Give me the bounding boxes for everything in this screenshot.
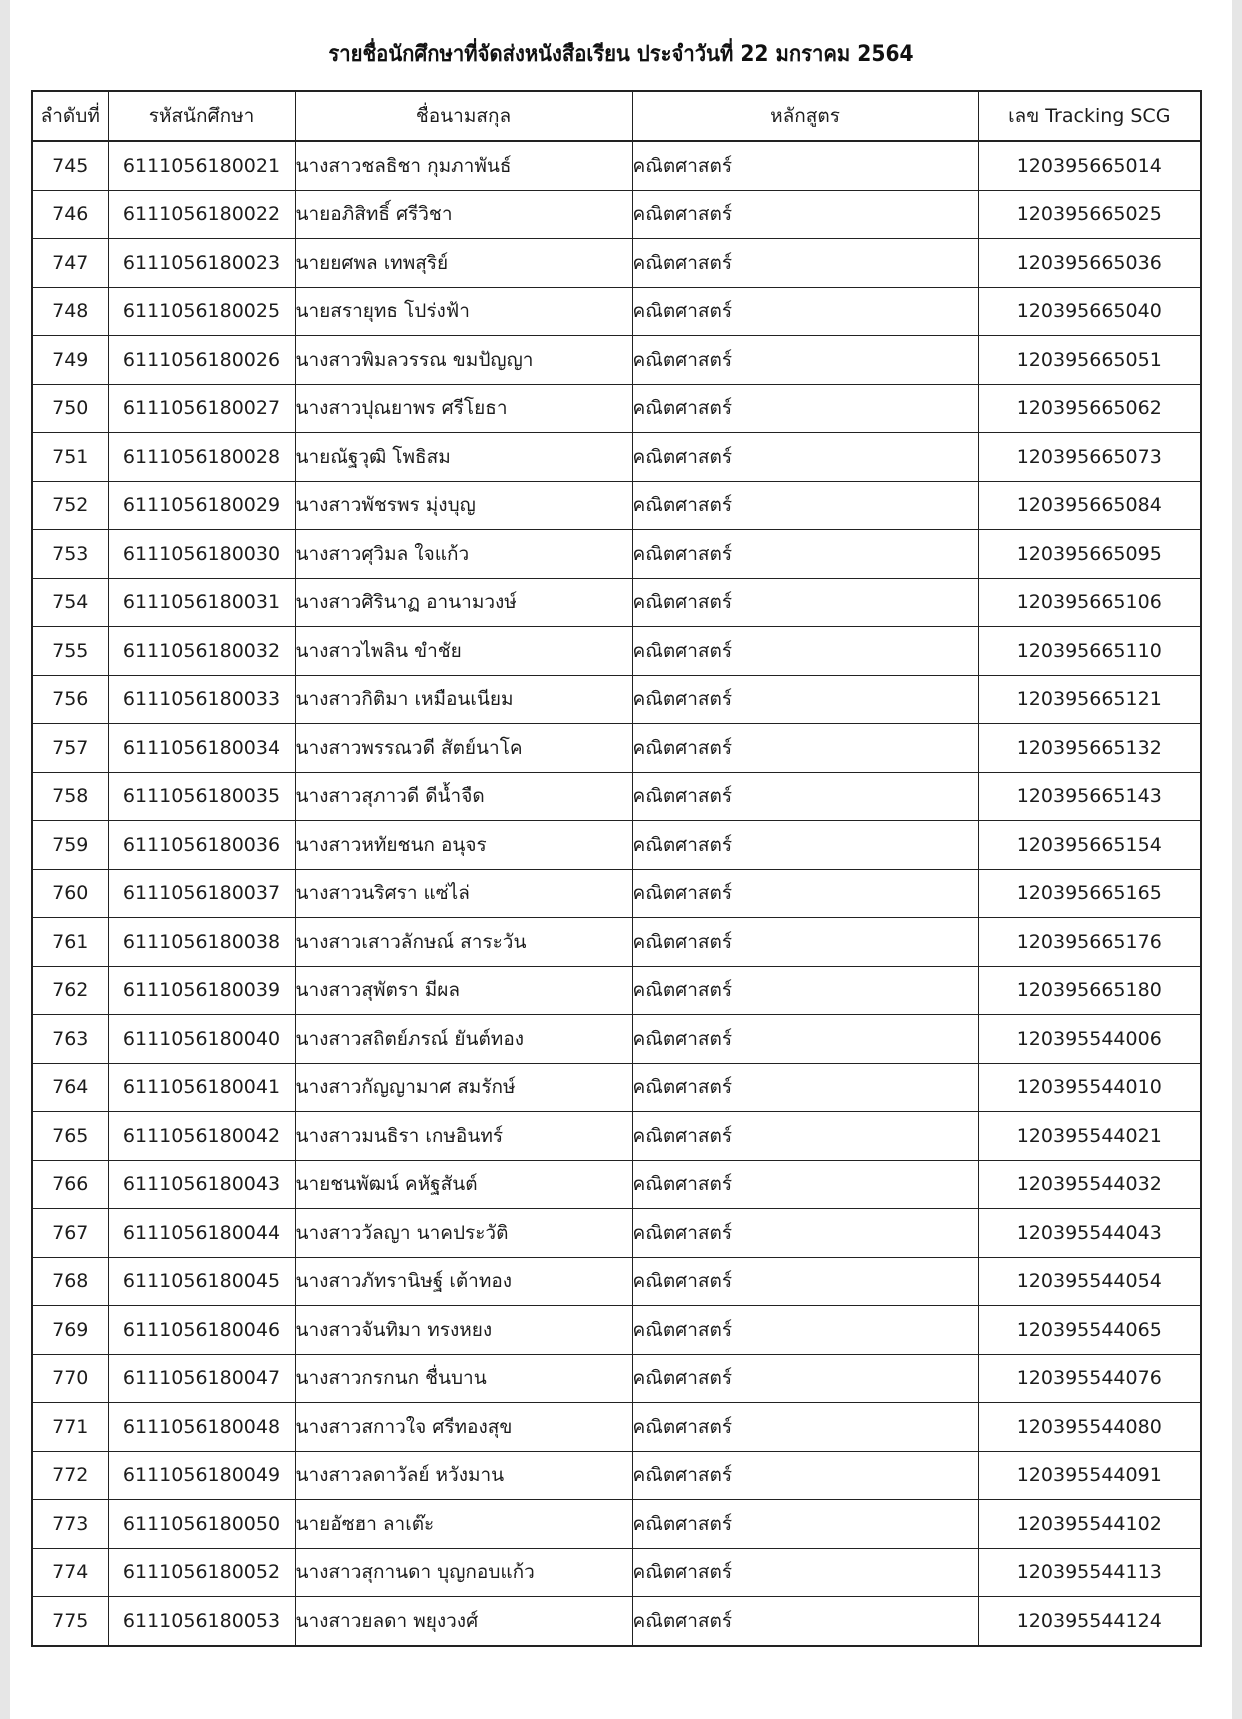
cell-student-id: 6111056180045 [108, 1257, 295, 1306]
cell-student-id: 6111056180022 [108, 190, 295, 239]
cell-student-id: 6111056180052 [108, 1548, 295, 1597]
cell-tracking: 120395665014 [978, 141, 1201, 190]
cell-tracking: 120395544080 [978, 1403, 1201, 1452]
cell-student-id: 6111056180030 [108, 530, 295, 579]
cell-tracking: 120395665025 [978, 190, 1201, 239]
cell-tracking: 120395665110 [978, 627, 1201, 676]
header-tracking: เลข Tracking SCG [978, 91, 1201, 141]
table-row [32, 1354, 1201, 1403]
cell-name: นางสาวชลธิชา กุมภาพันธ์ [295, 141, 632, 190]
table-row [32, 724, 1201, 773]
cell-tracking: 120395665106 [978, 578, 1201, 627]
cell-student-id: 6111056180043 [108, 1160, 295, 1209]
cell-program: คณิตศาสตร์ [632, 724, 978, 773]
cell-program: คณิตศาสตร์ [632, 1015, 978, 1064]
cell-program: คณิตศาสตร์ [632, 627, 978, 676]
cell-no: 758 [32, 772, 108, 821]
table-row [32, 821, 1201, 870]
cell-student-id: 6111056180035 [108, 772, 295, 821]
cell-tracking: 120395544076 [978, 1354, 1201, 1403]
table-body [32, 141, 1201, 1646]
cell-student-id: 6111056180026 [108, 336, 295, 385]
cell-tracking: 120395544091 [978, 1451, 1201, 1500]
table-row [32, 578, 1201, 627]
cell-student-id: 6111056180048 [108, 1403, 295, 1452]
table-row [32, 1597, 1201, 1646]
cell-name: นางสาวสถิตย์ภรณ์ ยันต์ทอง [295, 1015, 632, 1064]
table-row [32, 675, 1201, 724]
cell-no: 759 [32, 821, 108, 870]
cell-program: คณิตศาสตร์ [632, 1403, 978, 1452]
cell-tracking: 120395665084 [978, 481, 1201, 530]
cell-tracking: 120395665176 [978, 918, 1201, 967]
cell-tracking: 120395665040 [978, 287, 1201, 336]
cell-name: นางสาวพรรณวดี สัตย์นาโค [295, 724, 632, 773]
cell-tracking: 120395665036 [978, 239, 1201, 288]
cell-student-id: 6111056180023 [108, 239, 295, 288]
cell-student-id: 6111056180036 [108, 821, 295, 870]
cell-no: 760 [32, 869, 108, 918]
cell-no: 747 [32, 239, 108, 288]
cell-tracking: 120395544043 [978, 1209, 1201, 1258]
table-row [32, 384, 1201, 433]
cell-tracking: 120395665180 [978, 966, 1201, 1015]
cell-program: คณิตศาสตร์ [632, 918, 978, 967]
cell-tracking: 120395665154 [978, 821, 1201, 870]
cell-student-id: 6111056180033 [108, 675, 295, 724]
cell-program: คณิตศาสตร์ [632, 141, 978, 190]
table-row [32, 481, 1201, 530]
cell-name: นางสาวมนธิรา เกษอินทร์ [295, 1112, 632, 1161]
cell-no: 757 [32, 724, 108, 773]
table-row [32, 1063, 1201, 1112]
cell-no: 770 [32, 1354, 108, 1403]
table-row [32, 433, 1201, 482]
cell-tracking: 120395544021 [978, 1112, 1201, 1161]
cell-name: นายยศพล เทพสุริย์ [295, 239, 632, 288]
cell-name: นางสาวสุกานดา บุญกอบแก้ว [295, 1548, 632, 1597]
cell-tracking: 120395665143 [978, 772, 1201, 821]
cell-tracking: 120395544054 [978, 1257, 1201, 1306]
cell-no: 771 [32, 1403, 108, 1452]
table-row [32, 1548, 1201, 1597]
cell-student-id: 6111056180028 [108, 433, 295, 482]
cell-no: 756 [32, 675, 108, 724]
cell-name: นางสาวกรกนก ชื่นบาน [295, 1354, 632, 1403]
cell-name: นางสาวไพลิน ขำชัย [295, 627, 632, 676]
cell-name: นางสาวสุพัตรา มีผล [295, 966, 632, 1015]
cell-tracking: 120395665062 [978, 384, 1201, 433]
cell-tracking: 120395544102 [978, 1500, 1201, 1549]
cell-student-id: 6111056180031 [108, 578, 295, 627]
cell-no: 762 [32, 966, 108, 1015]
cell-name: นายชนพัฒน์ คหัฐสันต์ [295, 1160, 632, 1209]
table-row [32, 336, 1201, 385]
cell-student-id: 6111056180025 [108, 287, 295, 336]
cell-program: คณิตศาสตร์ [632, 190, 978, 239]
cell-no: 764 [32, 1063, 108, 1112]
cell-program: คณิตศาสตร์ [632, 869, 978, 918]
cell-no: 775 [32, 1597, 108, 1646]
cell-program: คณิตศาสตร์ [632, 1597, 978, 1646]
cell-student-id: 6111056180049 [108, 1451, 295, 1500]
cell-tracking: 120395544113 [978, 1548, 1201, 1597]
cell-name: นางสาวภัทรานิษฐ์ เต้าทอง [295, 1257, 632, 1306]
table-row [32, 530, 1201, 579]
cell-name: นายอัซฮา ลาเต๊ะ [295, 1500, 632, 1549]
cell-no: 761 [32, 918, 108, 967]
cell-name: นางสาวพัชรพร มุ่งบุญ [295, 481, 632, 530]
cell-program: คณิตศาสตร์ [632, 1306, 978, 1355]
table-header-row [32, 91, 1201, 141]
cell-program: คณิตศาสตร์ [632, 1500, 978, 1549]
cell-name: นางสาวกัญญามาศ สมรักษ์ [295, 1063, 632, 1112]
cell-program: คณิตศาสตร์ [632, 821, 978, 870]
cell-no: 772 [32, 1451, 108, 1500]
cell-program: คณิตศาสตร์ [632, 481, 978, 530]
cell-no: 752 [32, 481, 108, 530]
cell-tracking: 120395665132 [978, 724, 1201, 773]
cell-program: คณิตศาสตร์ [632, 384, 978, 433]
cell-student-id: 6111056180027 [108, 384, 295, 433]
cell-tracking: 120395665095 [978, 530, 1201, 579]
cell-no: 745 [32, 141, 108, 190]
header-student-id: รหัสนักศึกษา [108, 91, 295, 141]
cell-program: คณิตศาสตร์ [632, 336, 978, 385]
cell-no: 750 [32, 384, 108, 433]
header-name: ชื่อนามสกุล [295, 91, 632, 141]
cell-program: คณิตศาสตร์ [632, 1112, 978, 1161]
table-row [32, 1500, 1201, 1549]
cell-student-id: 6111056180042 [108, 1112, 295, 1161]
cell-program: คณิตศาสตร์ [632, 1063, 978, 1112]
cell-program: คณิตศาสตร์ [632, 966, 978, 1015]
cell-name: นางสาววัลญา นาคประวัติ [295, 1209, 632, 1258]
table-row [32, 1209, 1201, 1258]
cell-name: นางสาวยลดา พยุงวงศ์ [295, 1597, 632, 1646]
cell-student-id: 6111056180032 [108, 627, 295, 676]
cell-name: นางสาวเสาวลักษณ์ สาระวัน [295, 918, 632, 967]
table-row [32, 1257, 1201, 1306]
cell-no: 768 [32, 1257, 108, 1306]
cell-program: คณิตศาสตร์ [632, 530, 978, 579]
cell-tracking: 120395544006 [978, 1015, 1201, 1064]
cell-student-id: 6111056180040 [108, 1015, 295, 1064]
table-row [32, 1451, 1201, 1500]
header-no: ลำดับที่ [32, 91, 108, 141]
table-row [32, 141, 1201, 190]
cell-student-id: 6111056180041 [108, 1063, 295, 1112]
cell-student-id: 6111056180053 [108, 1597, 295, 1646]
table-row [32, 239, 1201, 288]
cell-tracking: 120395665165 [978, 869, 1201, 918]
table-row [32, 287, 1201, 336]
cell-student-id: 6111056180037 [108, 869, 295, 918]
cell-program: คณิตศาสตร์ [632, 1451, 978, 1500]
cell-program: คณิตศาสตร์ [632, 1209, 978, 1258]
cell-student-id: 6111056180039 [108, 966, 295, 1015]
table-row [32, 1403, 1201, 1452]
cell-name: นางสาวสุภาวดี ดีน้ำจืด [295, 772, 632, 821]
cell-name: นายณัฐวุฒิ โพธิสม [295, 433, 632, 482]
cell-name: นางสาวกิติมา เหมือนเนียม [295, 675, 632, 724]
cell-tracking: 120395665073 [978, 433, 1201, 482]
table-row [32, 1306, 1201, 1355]
cell-no: 753 [32, 530, 108, 579]
table-row [32, 627, 1201, 676]
table-row [32, 1112, 1201, 1161]
cell-tracking: 120395544065 [978, 1306, 1201, 1355]
table-row [32, 1015, 1201, 1064]
cell-no: 751 [32, 433, 108, 482]
cell-no: 769 [32, 1306, 108, 1355]
cell-no: 767 [32, 1209, 108, 1258]
cell-name: นางสาวสกาวใจ ศรีทองสุข [295, 1403, 632, 1452]
cell-tracking: 120395544010 [978, 1063, 1201, 1112]
table-row [32, 918, 1201, 967]
cell-program: คณิตศาสตร์ [632, 675, 978, 724]
cell-program: คณิตศาสตร์ [632, 1160, 978, 1209]
cell-program: คณิตศาสตร์ [632, 578, 978, 627]
cell-student-id: 6111056180038 [108, 918, 295, 967]
cell-no: 765 [32, 1112, 108, 1161]
cell-name: นางสาวนริศรา แซ่ไล่ [295, 869, 632, 918]
table-row [32, 966, 1201, 1015]
cell-no: 754 [32, 578, 108, 627]
cell-no: 774 [32, 1548, 108, 1597]
cell-name: นางสาวศิรินาฏ อานามวงษ์ [295, 578, 632, 627]
cell-name: นายสรายุทธ โปร่งฟ้า [295, 287, 632, 336]
cell-name: นางสาวจันทิมา ทรงหยง [295, 1306, 632, 1355]
table-row [32, 190, 1201, 239]
cell-program: คณิตศาสตร์ [632, 1354, 978, 1403]
cell-program: คณิตศาสตร์ [632, 287, 978, 336]
document-title: รายชื่อนักศึกษาที่จัดส่งหนังสือเรียน ประจำวันที่ 22 มกราคม 2564 [328, 42, 914, 67]
cell-program: คณิตศาสตร์ [632, 1548, 978, 1597]
table-row [32, 1160, 1201, 1209]
cell-program: คณิตศาสตร์ [632, 433, 978, 482]
cell-program: คณิตศาสตร์ [632, 772, 978, 821]
cell-name: นางสาวปุณยาพร ศรีโยธา [295, 384, 632, 433]
cell-program: คณิตศาสตร์ [632, 1257, 978, 1306]
cell-program: คณิตศาสตร์ [632, 239, 978, 288]
cell-student-id: 6111056180047 [108, 1354, 295, 1403]
cell-no: 763 [32, 1015, 108, 1064]
cell-name: นางสาวศุวิมล ใจแก้ว [295, 530, 632, 579]
cell-name: นางสาวพิมลวรรณ ขมปัญญา [295, 336, 632, 385]
cell-student-id: 6111056180044 [108, 1209, 295, 1258]
cell-tracking: 120395665121 [978, 675, 1201, 724]
table-row [32, 772, 1201, 821]
cell-name: นางสาวลดาวัลย์ หวังมาน [295, 1451, 632, 1500]
cell-tracking: 120395665051 [978, 336, 1201, 385]
cell-tracking: 120395544124 [978, 1597, 1201, 1646]
shipment-table [31, 90, 1202, 1647]
cell-tracking: 120395544032 [978, 1160, 1201, 1209]
cell-name: นายอภิสิทธิ์ ศรีวิชา [295, 190, 632, 239]
cell-student-id: 6111056180034 [108, 724, 295, 773]
cell-student-id: 6111056180021 [108, 141, 295, 190]
cell-student-id: 6111056180050 [108, 1500, 295, 1549]
cell-no: 749 [32, 336, 108, 385]
cell-no: 746 [32, 190, 108, 239]
cell-no: 755 [32, 627, 108, 676]
cell-no: 766 [32, 1160, 108, 1209]
document-page [10, 0, 1232, 1719]
table-row [32, 869, 1201, 918]
cell-student-id: 6111056180029 [108, 481, 295, 530]
cell-name: นางสาวหทัยชนก อนุจร [295, 821, 632, 870]
cell-student-id: 6111056180046 [108, 1306, 295, 1355]
cell-no: 748 [32, 287, 108, 336]
header-program: หลักสูตร [632, 91, 978, 141]
cell-no: 773 [32, 1500, 108, 1549]
